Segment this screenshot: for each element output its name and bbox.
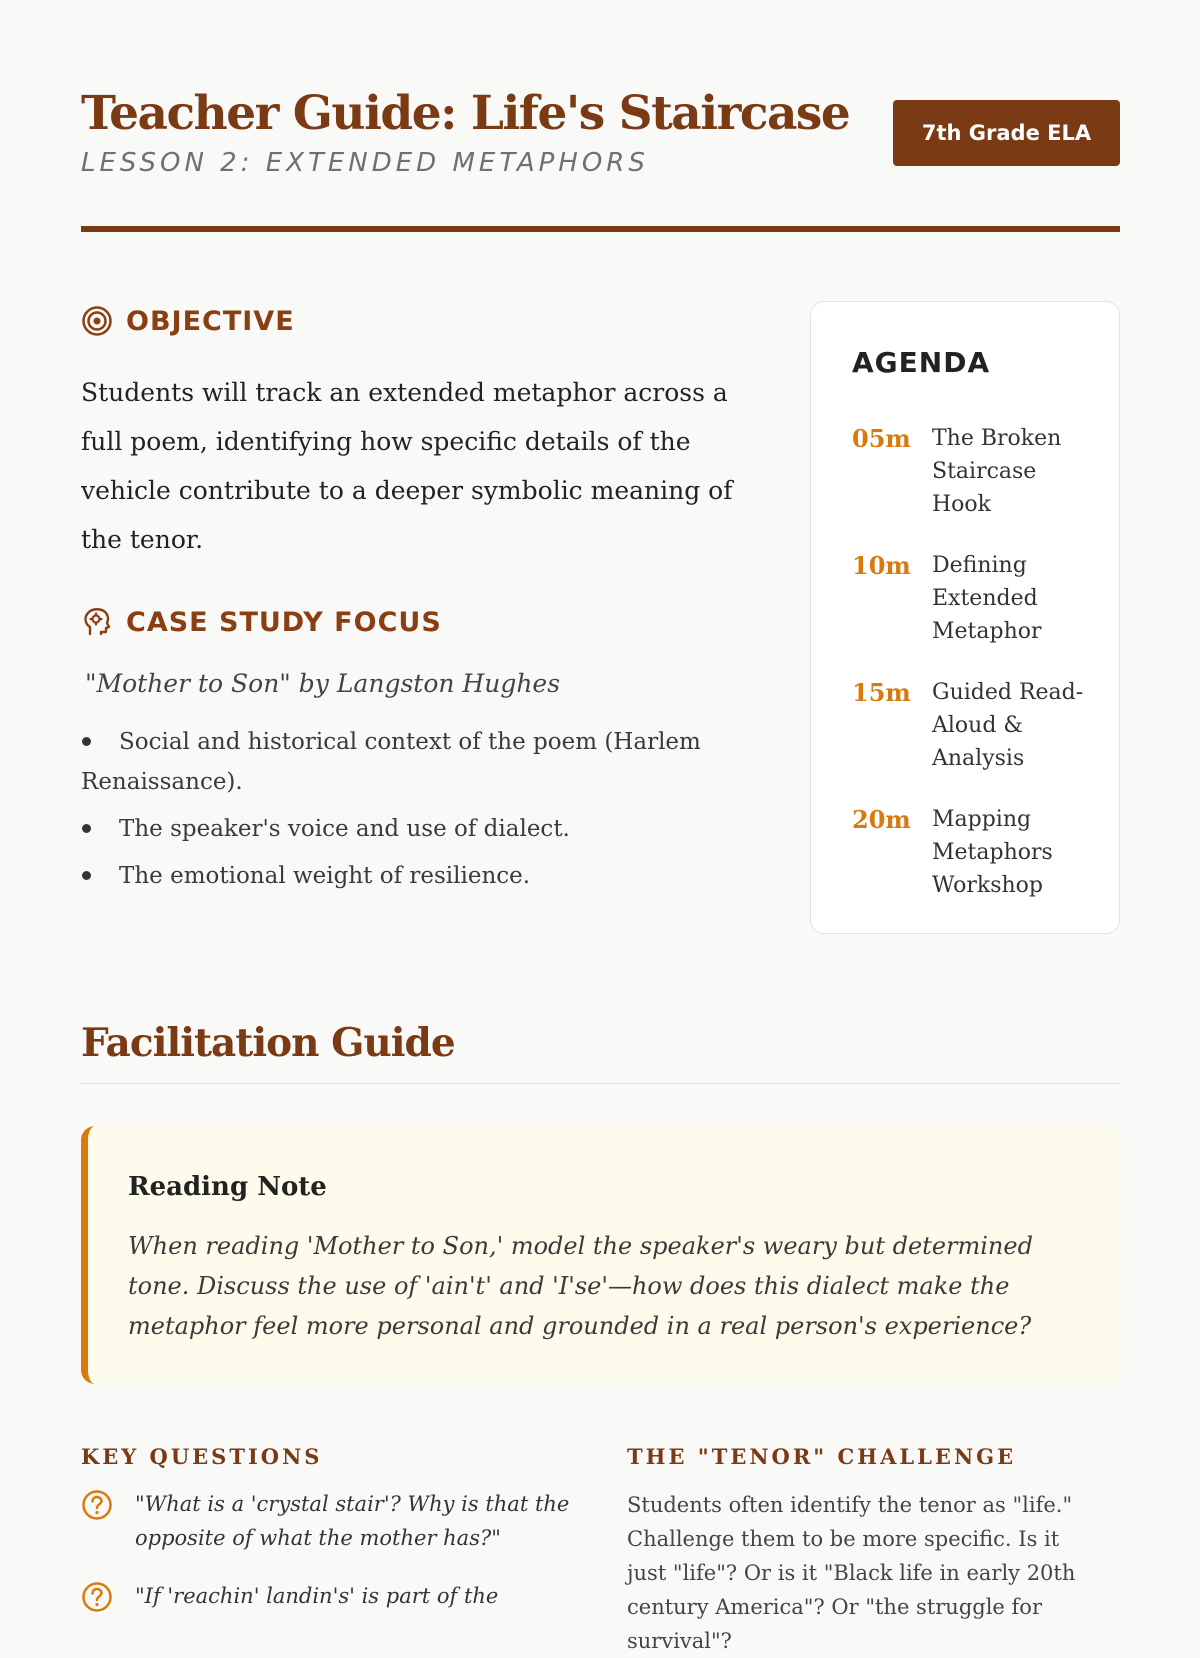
case-study-list xyxy=(81,722,721,903)
case-study-heading-label: CASE STUDY FOCUS xyxy=(126,606,442,638)
question-circle-icon xyxy=(81,1489,113,1521)
lesson-page xyxy=(81,0,1120,1653)
header-divider xyxy=(81,226,1120,232)
agenda-time: 15m xyxy=(852,678,911,707)
facilitation-divider xyxy=(81,1083,1120,1084)
page-header xyxy=(81,80,1120,235)
question-circle-icon xyxy=(81,1581,113,1613)
agenda-label: The Broken Staircase Hook xyxy=(932,426,1062,517)
objective-text: Students will track an extended metaphor across a full poem, identifying how specific details of the vehicle contribute to a deeper symbolic meaning of the tenor. xyxy=(81,378,733,554)
facilitation-title: Facilitation Guide xyxy=(81,1020,455,1066)
agenda-label: Defining Extended Metaphor xyxy=(932,553,1042,644)
key-questions-heading: KEY QUESTIONS xyxy=(81,1444,323,1469)
reading-note-callout xyxy=(81,1126,1120,1384)
tenor-challenge-heading: THE "TENOR" CHALLENGE xyxy=(627,1444,1017,1469)
key-question-text: "What is a 'crystal stair'? Why is that the opposite of what the mother has?" xyxy=(135,1492,570,1550)
list-item: Social and historical context of the poem (Harlem Renaissance). xyxy=(81,722,721,802)
agenda-time: 10m xyxy=(852,551,911,580)
target-icon xyxy=(81,305,113,337)
reading-note-text: When reading 'Mother to Son,' model the speaker's weary but determined tone. Discuss the use of 'ain't' and 'I'se'—how does this dialect make the metaphor feel more personal and grounded in a real person's experience? xyxy=(128,1232,1033,1340)
lesson-subtitle: LESSON 2: EXTENDED METAPHORS xyxy=(81,148,649,178)
case-study-heading xyxy=(81,606,442,638)
page-title: Teacher Guide: Life's Staircase xyxy=(81,86,850,141)
reading-note-title: Reading Note xyxy=(128,1172,327,1202)
head-gears-icon xyxy=(81,606,113,638)
agenda-time: 05m xyxy=(852,424,911,453)
objective-heading-label: OBJECTIVE xyxy=(126,305,295,337)
list-item: The emotional weight of resilience. xyxy=(81,856,721,896)
agenda-label: Guided Read-Aloud & Analysis xyxy=(932,680,1084,771)
key-question-text: "If 'reachin' landin's' is part of the xyxy=(135,1584,499,1608)
grade-badge: 7th Grade ELA xyxy=(893,100,1120,166)
case-study-title: "Mother to Son" by Langston Hughes xyxy=(85,669,561,698)
agenda-card xyxy=(810,301,1120,934)
objective-heading xyxy=(81,305,295,337)
agenda-time: 20m xyxy=(852,805,911,834)
agenda-label: Mapping Metaphors Workshop xyxy=(932,807,1053,898)
list-item: The speaker's voice and use of dialect. xyxy=(81,809,721,849)
tenor-challenge-text: Students often identify the tenor as "life." Challenge them to be more specific. Is it just "life"? Or is it "Black life in early 20th century America"? Or "the struggle for survival"? xyxy=(627,1493,1076,1653)
agenda-title: AGENDA xyxy=(852,346,991,379)
